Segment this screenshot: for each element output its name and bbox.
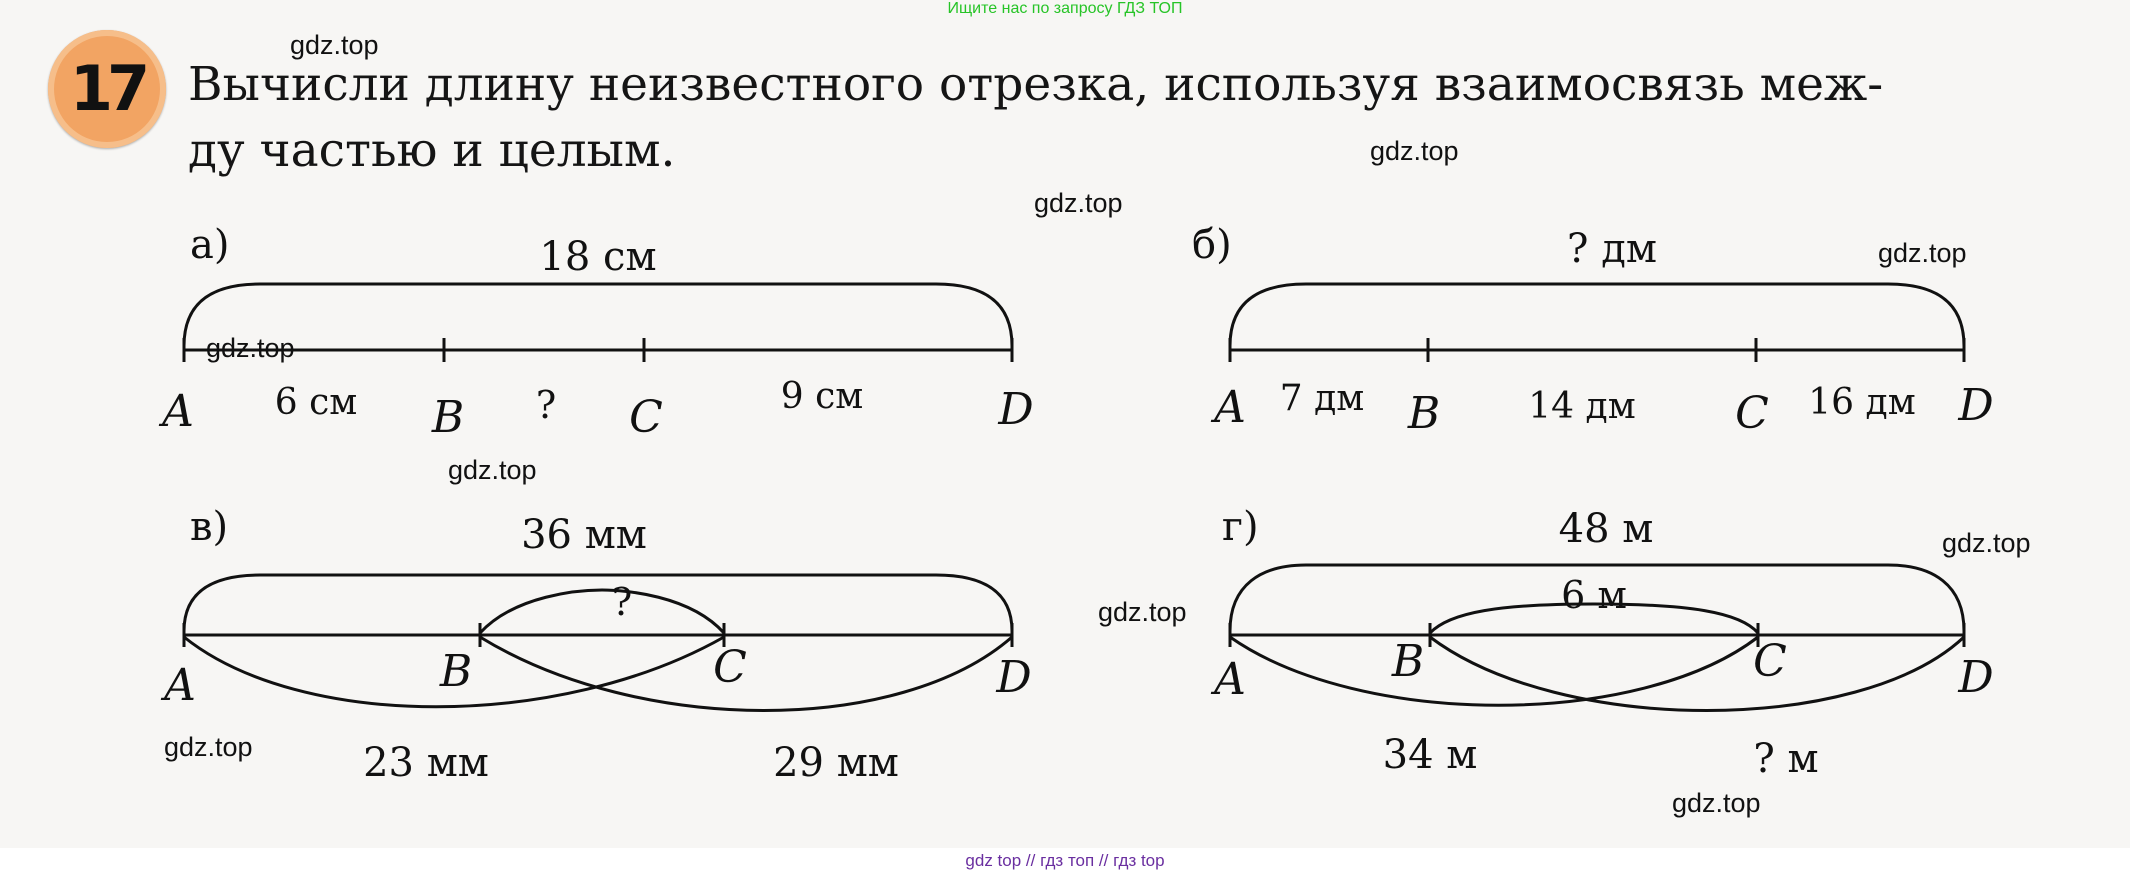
watermark: gdz.top: [164, 732, 253, 762]
lower-arc-v-left-label: 23 мм: [363, 740, 489, 786]
watermark: gdz.top: [290, 30, 379, 60]
task-number: 17: [69, 52, 145, 125]
point-v-D: D: [996, 652, 1032, 703]
watermark: gdz.top: [1370, 136, 1459, 166]
watermark: gdz.top: [1672, 788, 1761, 818]
task-text-line-2: ду частью и целым.: [188, 123, 676, 178]
point-v-C: C: [713, 642, 747, 693]
lower-arc-g-right: [1430, 637, 1964, 711]
search-hint-link[interactable]: Ищите нас по запросу ГДЗ ТОП: [947, 0, 1183, 17]
segment-bc-a: ?: [535, 383, 557, 427]
watermark: gdz.top: [1098, 597, 1187, 627]
point-a-A: A: [162, 386, 194, 437]
total-a: 18 см: [539, 234, 657, 280]
inner-v: ?: [611, 580, 633, 624]
point-g-B: B: [1391, 636, 1425, 687]
inner-arc-v: [480, 590, 724, 633]
task-text-line-1: Вычисли длину неизвестного отрезка, используя взаимосвязь меж-: [188, 57, 1884, 112]
watermark: gdz.top: [1878, 238, 1967, 268]
lower-arc-g-left-label: 34 м: [1382, 732, 1478, 778]
total-b: ? дм: [1567, 226, 1657, 272]
segment-ab-a: 6 см: [274, 382, 358, 423]
watermark: gdz.top: [1034, 188, 1123, 218]
watermark: gdz.top: [206, 333, 295, 363]
point-b-D: D: [1958, 380, 1994, 431]
lower-arc-v-right-label: 29 мм: [773, 740, 899, 786]
segment-bc-b: 14 дм: [1528, 386, 1636, 427]
inner-g: 6 м: [1561, 573, 1627, 617]
watermark: gdz.top: [448, 455, 537, 485]
lower-arc-g-right-label: ? м: [1753, 736, 1819, 782]
point-a-C: C: [629, 392, 663, 443]
point-g-A: A: [1214, 654, 1246, 705]
label-b: б): [1192, 222, 1232, 268]
segment-cd-b: 16 дм: [1808, 382, 1916, 423]
total-arc-b: [1230, 284, 1964, 346]
watermark: gdz.top: [1942, 528, 2031, 558]
total-g: 48 м: [1558, 506, 1654, 552]
segment-cd-a: 9 см: [780, 376, 864, 417]
point-v-B: B: [439, 646, 473, 697]
segment-ab-b: 7 дм: [1279, 378, 1365, 419]
point-g-D: D: [1958, 652, 1994, 703]
total-arc-v: [184, 575, 1012, 631]
point-v-A: A: [164, 660, 196, 711]
point-a-B: B: [431, 392, 465, 443]
point-g-C: C: [1753, 636, 1787, 687]
point-a-D: D: [998, 384, 1034, 435]
total-v: 36 мм: [521, 512, 647, 558]
point-b-B: B: [1407, 388, 1441, 439]
label-g: г): [1222, 504, 1259, 550]
footer-watermark: gdz top // гдз топ // гдз top: [965, 851, 1165, 870]
point-b-A: A: [1214, 382, 1246, 433]
label-a: а): [190, 222, 230, 268]
total-arc-a: [184, 284, 1012, 346]
label-v: в): [190, 504, 229, 550]
point-b-C: C: [1735, 388, 1769, 439]
